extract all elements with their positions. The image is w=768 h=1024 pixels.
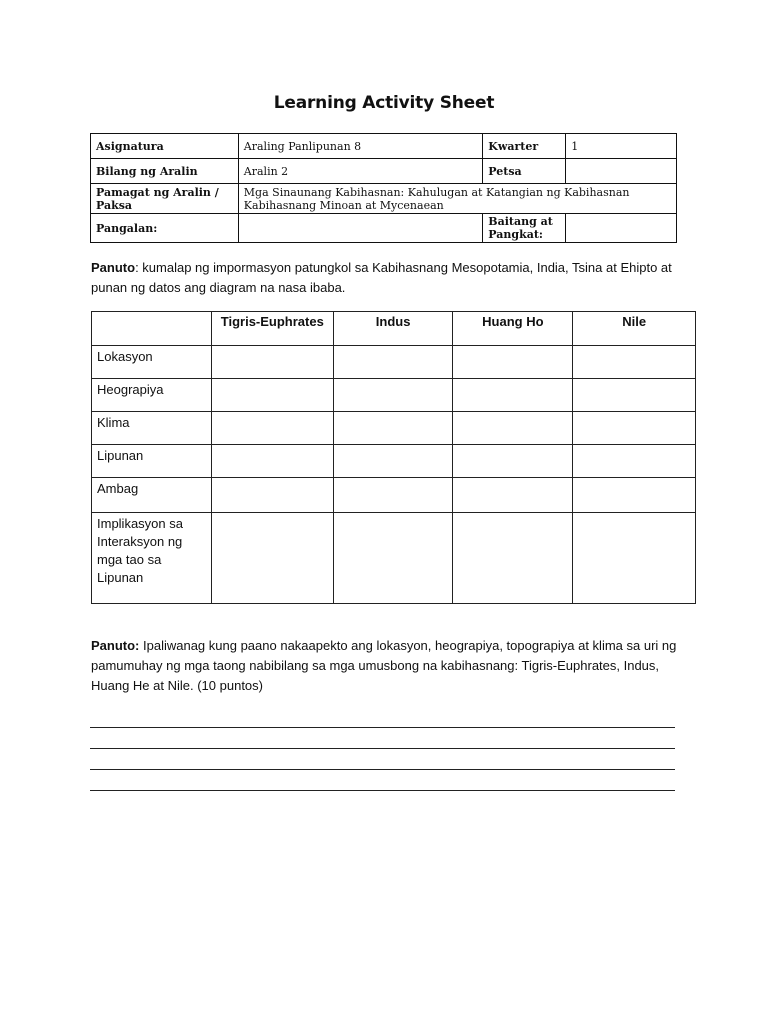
- grid-cell[interactable]: [211, 513, 333, 604]
- petsa-value[interactable]: [566, 159, 677, 184]
- grid-row-label: Lokasyon: [92, 346, 212, 379]
- grid-cell[interactable]: [453, 478, 573, 513]
- answer-lines: [90, 707, 675, 791]
- grid-cell[interactable]: [573, 445, 696, 478]
- grid-cell[interactable]: [573, 346, 696, 379]
- info-row-pangalan: [91, 214, 677, 243]
- answer-line[interactable]: [90, 707, 675, 728]
- grid-cell[interactable]: [211, 445, 333, 478]
- grid-cell[interactable]: [333, 379, 453, 412]
- grid-header-blank: [92, 312, 212, 346]
- pamagat-value: Mga Sinaunang Kabihasnan: Kahulugan at Katangian ng Kabihasnan Kabihasnang Minoan at Mycenaean: [238, 184, 676, 214]
- info-row-bilang: [91, 159, 677, 184]
- grid-row-lokasyon: [92, 346, 696, 379]
- grid-cell[interactable]: [333, 513, 453, 604]
- grid-header-row: [92, 312, 696, 346]
- info-row-pamagat: [91, 184, 677, 214]
- pangalan-value[interactable]: [238, 214, 483, 243]
- asignatura-value: Araling Panlipunan 8: [238, 134, 483, 159]
- grid-row-label: Lipunan: [92, 445, 212, 478]
- instruction-2-lead: Panuto:: [91, 638, 140, 653]
- baitang-value[interactable]: [566, 214, 677, 243]
- grid-cell[interactable]: [573, 379, 696, 412]
- baitang-label: Baitang at Pangkat:: [483, 214, 566, 243]
- instruction-1: [91, 258, 691, 298]
- instruction-1-text: : kumalap ng impormasyon patungkol sa Kabihasnang Mesopotamia, India, Tsina at Ehipto at punan ng datos ang diagram na nasa ibaba.: [91, 260, 672, 295]
- grid-cell[interactable]: [211, 346, 333, 379]
- grid-row-label: Klima: [92, 412, 212, 445]
- grid-cell[interactable]: [211, 379, 333, 412]
- grid-header-indus: Indus: [333, 312, 453, 346]
- answer-line[interactable]: [90, 749, 675, 770]
- answer-line[interactable]: [90, 770, 675, 791]
- bilang-label: Bilang ng Aralin: [91, 159, 239, 184]
- page-title: Learning Activity Sheet: [273, 93, 495, 113]
- grid-cell[interactable]: [453, 412, 573, 445]
- grid-cell[interactable]: [453, 513, 573, 604]
- pangalan-label: Pangalan:: [91, 214, 239, 243]
- grid-header-huang-ho: Huang Ho: [453, 312, 573, 346]
- grid-cell[interactable]: [573, 513, 696, 604]
- answer-line[interactable]: [90, 728, 675, 749]
- grid-cell[interactable]: [333, 346, 453, 379]
- pamagat-label: Pamagat ng Aralin / Paksa: [91, 184, 239, 214]
- grid-cell[interactable]: [453, 346, 573, 379]
- instruction-1-lead: Panuto: [91, 260, 136, 275]
- grid-cell[interactable]: [333, 478, 453, 513]
- lesson-info-table: [90, 133, 677, 243]
- kwarter-label: Kwarter: [483, 134, 566, 159]
- grid-cell[interactable]: [211, 412, 333, 445]
- grid-row-label: Implikasyon sa Interaksyon ng mga tao sa Lipunan: [92, 513, 212, 604]
- bilang-value: Aralin 2: [238, 159, 483, 184]
- grid-cell[interactable]: [211, 478, 333, 513]
- grid-cell[interactable]: [453, 379, 573, 412]
- grid-row-implikasyon: [92, 513, 696, 604]
- grid-row-heograpiya: [92, 379, 696, 412]
- instruction-2-text: Ipaliwanag kung paano nakaapekto ang lokasyon, heograpiya, topograpiya at klima sa uri ng pamumuhay ng mga taong nabibilang sa mga umusbong na kabihasnang: Tigris-Euphrates, Indus, Huang He at Nile. (10 puntos): [91, 638, 677, 693]
- grid-row-label: Ambag: [92, 478, 212, 513]
- grid-cell[interactable]: [573, 478, 696, 513]
- grid-row-lipunan: [92, 445, 696, 478]
- grid-cell[interactable]: [333, 412, 453, 445]
- grid-cell[interactable]: [573, 412, 696, 445]
- asignatura-label: Asignatura: [91, 134, 239, 159]
- petsa-label: Petsa: [483, 159, 566, 184]
- grid-header-tigris-euphrates: Tigris-Euphrates: [211, 312, 333, 346]
- grid-row-ambag: [92, 478, 696, 513]
- info-row-asignatura: [91, 134, 677, 159]
- instruction-2: [91, 636, 691, 696]
- civilization-table: [91, 311, 696, 604]
- grid-row-label: Heograpiya: [92, 379, 212, 412]
- grid-row-klima: [92, 412, 696, 445]
- kwarter-value: 1: [566, 134, 677, 159]
- grid-cell[interactable]: [453, 445, 573, 478]
- grid-header-nile: Nile: [573, 312, 696, 346]
- grid-cell[interactable]: [333, 445, 453, 478]
